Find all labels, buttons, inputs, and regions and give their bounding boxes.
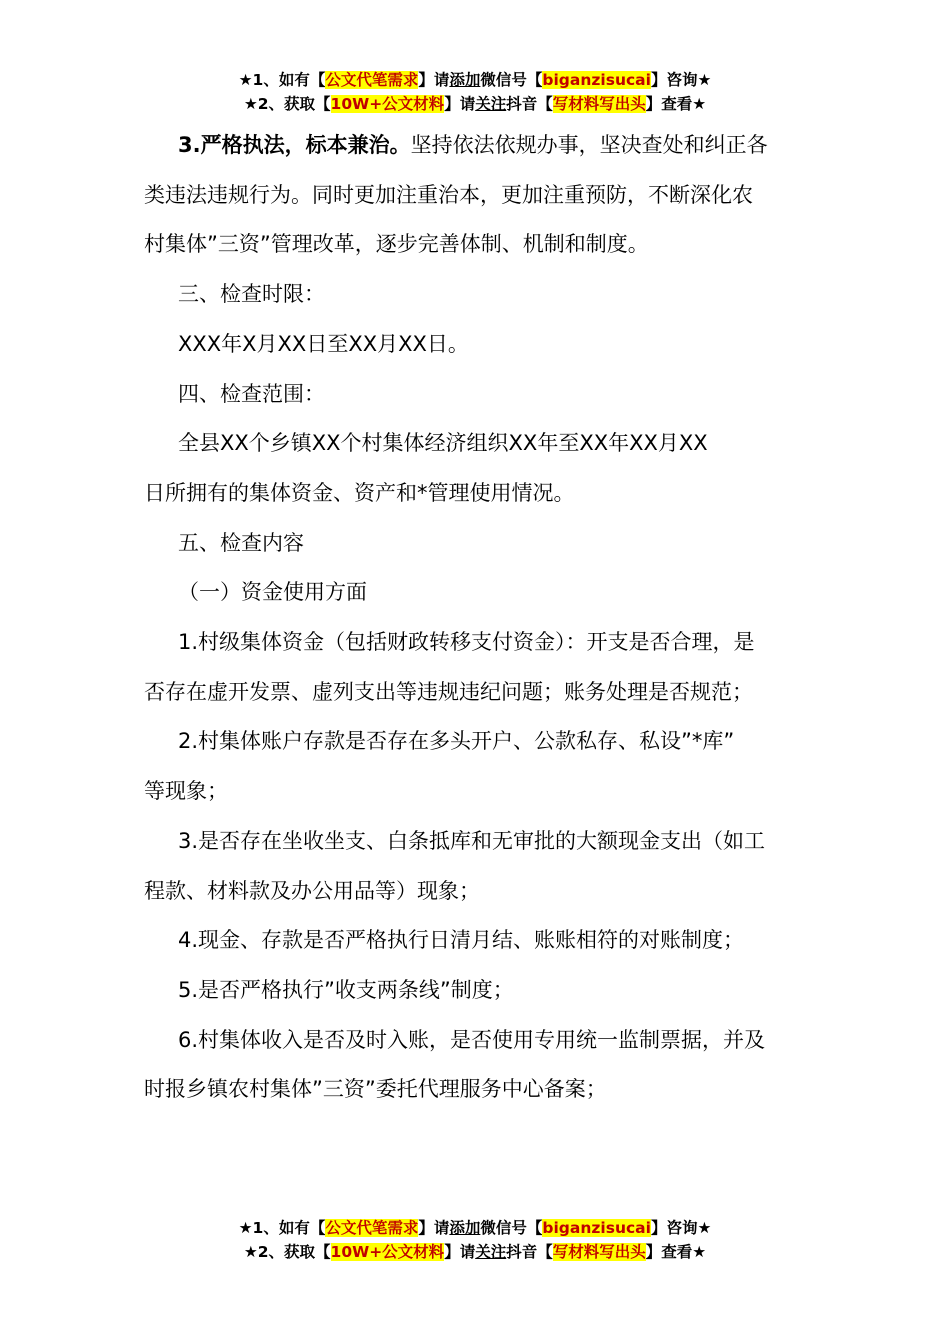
bottom-banner bbox=[0, 1216, 950, 1264]
paragraph-line: 村集体”三资”管理改革，逐步完善体制、机制和制度。 bbox=[144, 232, 649, 257]
banner-text: 】查看★ bbox=[645, 1243, 707, 1261]
banner-underlined: 添加 bbox=[449, 71, 481, 89]
banner-text: 抖音【 bbox=[506, 95, 553, 113]
section-heading-time-limit: 三、检查时限： bbox=[178, 282, 325, 307]
paragraph-line: 日所拥有的集体资金、资产和*管理使用情况。 bbox=[144, 480, 575, 505]
banner-highlight: 写材料写出头 bbox=[552, 95, 646, 113]
banner-text: 抖音【 bbox=[506, 1243, 553, 1261]
paragraph-line: 否存在虚开发票、虚列支出等违规违纪问题；账务处理是否规范； bbox=[144, 679, 753, 704]
list-item-1: 1.村级集体资金（包括财政转移支付资金）：开支是否合理，是 bbox=[178, 630, 755, 655]
paragraph-line: 类违法违规行为。同时更加注重治本，更加注重预防，不断深化农 bbox=[144, 182, 753, 207]
paragraph-text: 坚持依法依规办事，坚决查处和纠正各 bbox=[410, 133, 768, 157]
banner-highlight: 公文代笔需求 bbox=[325, 71, 419, 89]
banner-underlined: 关注 bbox=[475, 95, 507, 113]
section-heading-content: 五、检查内容 bbox=[178, 530, 304, 555]
banner-highlight: 10W+公文材料 bbox=[330, 1243, 445, 1261]
paragraph-time-range: XXX年X月XX日至XX月XX日。 bbox=[178, 331, 469, 356]
paragraph-lead-bold: 3.严格执法，标本兼治。 bbox=[178, 133, 411, 157]
banner-text: ★2、获取【 bbox=[243, 1243, 331, 1261]
banner-line-2 bbox=[0, 92, 950, 116]
paragraph-line: 时报乡镇农村集体”三资”委托代理服务中心备案； bbox=[144, 1077, 607, 1102]
subsection-heading-fund-use: （一）资金使用方面 bbox=[178, 580, 367, 605]
banner-highlight: biganzisucai bbox=[542, 71, 651, 89]
list-item-2: 2.村集体账户存款是否存在多头开户、公款私存、私设”*库” bbox=[178, 729, 735, 754]
banner-text: 】咨询★ bbox=[650, 1219, 712, 1237]
top-banner bbox=[0, 68, 950, 116]
banner-text: ★1、如有【 bbox=[238, 71, 326, 89]
banner-highlight: 公文代笔需求 bbox=[325, 1219, 419, 1237]
banner-text: 】请 bbox=[418, 1219, 450, 1237]
paragraph-line: 等现象； bbox=[144, 779, 228, 804]
list-item-3: 3.是否存在坐收坐支、白条抵库和无审批的大额现金支出（如工 bbox=[178, 828, 766, 853]
list-item-6: 6.村集体收入是否及时入账，是否使用专用统一监制票据，并及 bbox=[178, 1027, 766, 1052]
banner-highlight: biganzisucai bbox=[542, 1219, 651, 1237]
list-item-4: 4.现金、存款是否严格执行日清月结、账账相符的对账制度； bbox=[178, 928, 745, 953]
banner-text: ★2、获取【 bbox=[243, 95, 331, 113]
banner-text: 】请 bbox=[444, 95, 476, 113]
banner-text: 】请 bbox=[444, 1243, 476, 1261]
document-body bbox=[144, 121, 809, 1115]
banner-line-1 bbox=[0, 1216, 950, 1240]
banner-line-2 bbox=[0, 1240, 950, 1264]
banner-text: 】查看★ bbox=[645, 95, 707, 113]
list-item-5: 5.是否严格执行”收支两条线”制度； bbox=[178, 977, 514, 1002]
banner-text: 微信号【 bbox=[480, 1219, 543, 1237]
banner-text: 微信号【 bbox=[480, 71, 543, 89]
paragraph-scope: 全县XX个乡镇XX个村集体经济组织XX年至XX年XX月XX bbox=[178, 431, 708, 456]
banner-underlined: 关注 bbox=[475, 1243, 507, 1261]
banner-text: 】请 bbox=[418, 71, 450, 89]
paragraph-line: 程款、材料款及办公用品等）现象； bbox=[144, 878, 480, 903]
banner-text: ★1、如有【 bbox=[238, 1219, 326, 1237]
banner-text: 】咨询★ bbox=[650, 71, 712, 89]
section-heading-scope: 四、检查范围： bbox=[178, 381, 325, 406]
banner-underlined: 添加 bbox=[449, 1219, 481, 1237]
banner-line-1 bbox=[0, 68, 950, 92]
banner-highlight: 10W+公文材料 bbox=[330, 95, 445, 113]
banner-highlight: 写材料写出头 bbox=[552, 1243, 646, 1261]
paragraph-strict-enforcement bbox=[144, 121, 809, 171]
